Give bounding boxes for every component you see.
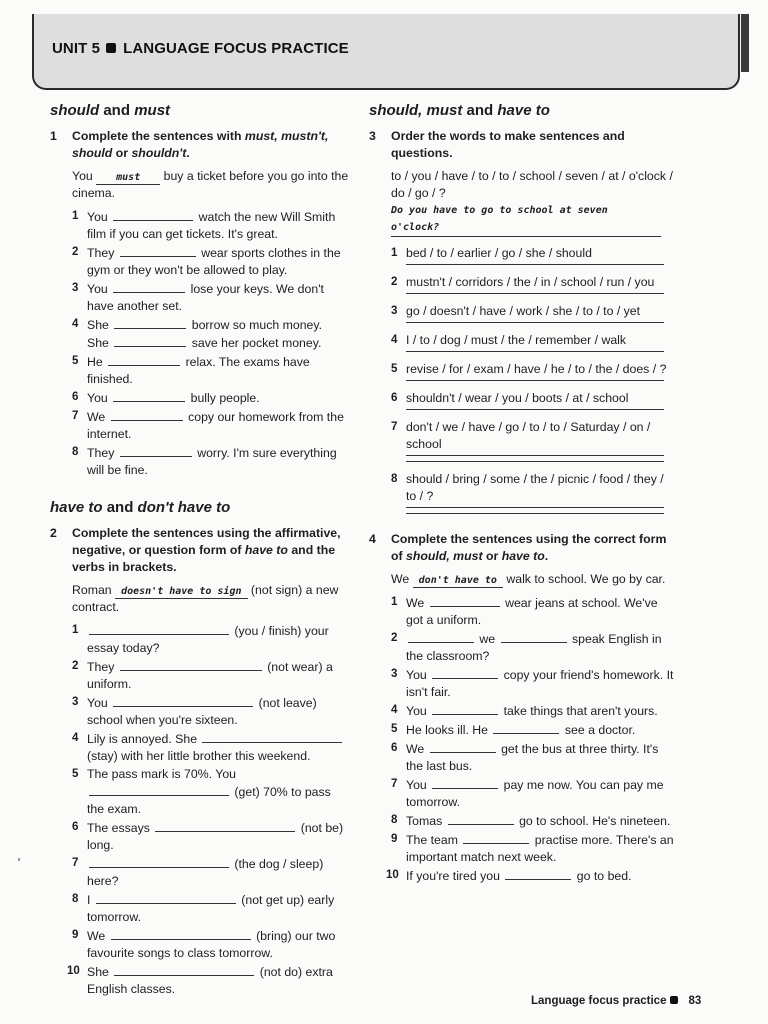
answer-blank[interactable] (432, 702, 498, 715)
list-item (50, 280, 350, 315)
item-text: worry. I'm sure everything will be fine. (87, 446, 337, 477)
item-number: 6 (72, 821, 79, 833)
left-column (50, 100, 350, 999)
item-number: 8 (72, 893, 79, 905)
item-text: (not be) long. (87, 821, 344, 852)
item-text: mustn't / corridors / the / in / school / run / you (406, 275, 655, 289)
item-text: shouldn't / wear / you / boots / at / school (406, 391, 629, 405)
list-item (369, 740, 674, 775)
item-text: (not wear) a uniform. (87, 660, 333, 691)
answer-blank[interactable] (113, 389, 185, 402)
item-text: (not get up) early tomorrow. (87, 893, 335, 924)
list-item (369, 303, 674, 320)
list-item (50, 855, 350, 890)
item-text: copy your friend's homework. It isn't fair. (406, 668, 674, 699)
item-number: 1 (391, 247, 398, 259)
instruction-text: . (186, 146, 190, 160)
list-item (50, 244, 350, 279)
answer-line[interactable] (406, 351, 664, 352)
example-text: (not sign) a new contract. (72, 583, 339, 614)
answer-blank[interactable] (493, 721, 559, 734)
item-number: 6 (391, 742, 398, 754)
example-answer: doesn't have to sign (115, 586, 247, 599)
answer-blank[interactable] (89, 622, 229, 635)
scan-speck (18, 858, 20, 861)
item-number: 2 (391, 276, 398, 288)
item-number: 6 (72, 391, 79, 403)
item-number: 5 (72, 768, 79, 780)
list-item (50, 316, 350, 352)
item-text: Lily is annoyed. She (87, 732, 198, 746)
exercise-number: 2 (50, 526, 57, 540)
answer-blank[interactable] (430, 594, 500, 607)
exercise-4-instructions (369, 531, 674, 565)
list-item (369, 630, 674, 665)
item-text: go to school. He's nineteen. (519, 814, 671, 828)
answer-blank[interactable] (108, 353, 180, 366)
instruction-text: must, mustn't, (244, 129, 329, 143)
exercise-2-example (50, 582, 350, 616)
item-text: bed / to / earlier / go / she / should (406, 246, 592, 260)
answer-blank[interactable] (120, 244, 196, 257)
item-text: (stay) with her little brother this weekend. (87, 749, 311, 763)
exercise-number: 3 (369, 129, 376, 143)
item-text: get the bus at three thirty. It's the last bus. (406, 742, 659, 773)
item-text: We (87, 410, 106, 424)
section-heading-have-to (50, 497, 350, 519)
list-item (369, 776, 674, 811)
answer-line[interactable] (406, 513, 664, 514)
unit-header-band (32, 14, 740, 90)
list-item (369, 831, 674, 866)
exercise-3-example (369, 168, 674, 237)
list-item (369, 274, 674, 291)
page-footer (531, 993, 701, 1010)
item-text: She (87, 318, 109, 332)
list-item (369, 471, 674, 505)
answer-line[interactable] (406, 293, 664, 294)
item-text: go to bed. (576, 869, 632, 883)
heading-part: have to (497, 102, 550, 119)
example-text: walk to school. We go by car. (506, 572, 666, 586)
exercise-4-items (369, 594, 674, 885)
list-item (50, 658, 350, 693)
item-text: I / to / dog / must / the / remember / walk (406, 333, 627, 347)
list-item (50, 694, 350, 729)
item-text: I (87, 893, 91, 907)
item-number: 3 (391, 305, 398, 317)
item-number: 8 (391, 473, 398, 485)
exercise-1-example (50, 168, 350, 202)
item-text: should / bring / some / the / picnic / food / they / to / ? (406, 472, 664, 503)
item-text: bully people. (190, 391, 260, 405)
item-number: 7 (72, 857, 79, 869)
heading-part: must (134, 102, 171, 119)
item-number: 7 (391, 421, 398, 433)
bullet-square-icon (670, 996, 678, 1004)
answer-blank[interactable] (463, 831, 529, 844)
answer-blank[interactable] (505, 867, 571, 880)
answer-blank[interactable] (111, 927, 251, 940)
item-number: 4 (391, 334, 398, 346)
item-number: 5 (391, 723, 398, 735)
heading-part: and (466, 102, 494, 119)
item-text: (get) 70% to pass the exam. (87, 785, 331, 816)
item-text: (not do) extra English classes. (87, 965, 333, 996)
list-item (50, 963, 350, 998)
list-item (369, 361, 674, 378)
item-text: You (87, 282, 108, 296)
answer-blank[interactable] (408, 630, 474, 643)
item-text: We (87, 929, 106, 943)
list-item (369, 666, 674, 701)
right-column (369, 100, 674, 886)
item-number: 1 (391, 596, 398, 608)
answer-blank[interactable] (89, 855, 229, 868)
item-text: We (406, 742, 425, 756)
instruction-text: should, must (406, 549, 483, 563)
list-item (50, 819, 350, 854)
heading-part: should, must (369, 102, 463, 119)
answer-blank[interactable] (120, 444, 192, 457)
instruction-text: have to (501, 549, 545, 563)
answer-blank[interactable] (155, 819, 295, 832)
item-text: save her pocket money. (191, 336, 322, 350)
item-text: revise / for / exam / have / he / to / the / does / ? (406, 362, 667, 376)
answer-blank[interactable] (89, 783, 229, 796)
answer-blank[interactable] (111, 408, 183, 421)
heading-part: and (103, 102, 131, 119)
answer-blank[interactable] (501, 630, 567, 643)
list-item (50, 622, 350, 657)
item-text: You (87, 696, 108, 710)
answer-line[interactable] (406, 461, 664, 462)
item-number: 5 (72, 355, 79, 367)
item-text: (bring) our two favourite songs to class tomorrow. (87, 929, 336, 960)
item-number: 3 (72, 282, 79, 294)
example-answer: must (96, 172, 160, 185)
unit-title (52, 40, 349, 57)
item-text: wear sports clothes in the gym or they won't be allowed to play. (87, 246, 341, 277)
item-number: 3 (391, 668, 398, 680)
item-number: 7 (391, 778, 398, 790)
exercise-number: 1 (50, 129, 57, 143)
answer-blank[interactable] (113, 280, 185, 293)
heading-part: and (106, 499, 134, 516)
list-item (50, 766, 350, 818)
instruction-text: Complete the sentences using the correct form of (391, 532, 667, 563)
answer-blank[interactable] (432, 776, 498, 789)
exercise-1-items (50, 208, 350, 479)
bullet-square-icon (106, 43, 116, 53)
item-text: pay me now. You can pay me tomorrow. (406, 778, 664, 809)
item-text: You (87, 210, 108, 224)
instruction-text: have to (244, 543, 288, 557)
list-item (50, 444, 350, 479)
item-text: If you're tired you (406, 869, 500, 883)
list-item (369, 594, 674, 629)
answer-blank[interactable] (432, 666, 498, 679)
item-text: lose your keys. We don't have another set. (87, 282, 324, 313)
item-text: relax. The exams have finished. (87, 355, 310, 386)
item-text: copy our homework from the internet. (87, 410, 344, 441)
item-text: You (406, 778, 427, 792)
list-item (369, 245, 674, 262)
item-text: (you / finish) your essay today? (87, 624, 329, 655)
answer-blank[interactable] (202, 730, 342, 743)
instruction-text: Complete the sentences with (72, 129, 242, 143)
item-number: 6 (391, 392, 398, 404)
item-text: take things that aren't yours. (503, 704, 658, 718)
exercise-1-instructions (50, 128, 350, 162)
item-number: 8 (72, 446, 79, 458)
item-text: She (87, 965, 109, 979)
page-number: 83 (688, 995, 702, 1007)
item-text: We (406, 596, 425, 610)
item-text: You (87, 391, 108, 405)
answer-blank[interactable] (430, 740, 496, 753)
answer-blank[interactable] (113, 208, 193, 221)
instruction-text: Complete the sentences using the affirmative, negative, or question form of (72, 526, 341, 557)
item-text: we (479, 632, 496, 646)
list-item (369, 812, 674, 830)
exercise-3-instructions (369, 128, 674, 162)
list-item (369, 702, 674, 720)
answer-blank[interactable] (120, 658, 262, 671)
instruction-text: or (115, 146, 129, 160)
exercise-4-example (369, 571, 674, 588)
item-number: 7 (72, 410, 79, 422)
item-text: wear jeans at school. We've got a uniform. (406, 596, 658, 627)
instruction-text: or (485, 549, 499, 563)
answer-line[interactable] (406, 455, 664, 456)
item-text: The pass mark is 70%. You (87, 767, 237, 781)
item-text: The team (406, 833, 458, 847)
example-answer: Do you have to go to school at seven o'clock? (391, 202, 661, 237)
item-text: He looks ill. He (406, 723, 489, 737)
answer-blank[interactable] (448, 812, 514, 825)
list-item (50, 408, 350, 443)
item-text: practise more. There's an important match next week. (406, 833, 674, 864)
item-number: 9 (72, 929, 79, 941)
example-text: Roman (72, 583, 112, 597)
exercise-number: 4 (369, 532, 376, 546)
item-number: 1 (72, 210, 79, 222)
heading-part: don't have to (137, 499, 231, 516)
answer-blank[interactable] (96, 891, 236, 904)
item-number: 4 (72, 318, 79, 330)
item-number: 8 (391, 814, 398, 826)
answer-line[interactable] (406, 409, 664, 410)
item-text: They (87, 660, 115, 674)
item-number: 2 (391, 632, 398, 644)
answer-blank[interactable] (114, 334, 186, 347)
answer-blank[interactable] (114, 316, 186, 329)
item-text: don't / we / have / go / to / to / Saturday / on / school (406, 420, 651, 451)
item-number: 4 (391, 704, 398, 716)
list-item (50, 891, 350, 926)
example-answer: don't have to (413, 575, 503, 588)
list-item (50, 927, 350, 962)
example-text: You (72, 169, 93, 183)
item-text: They (87, 246, 115, 260)
item-text: speak English in the classroom? (406, 632, 662, 663)
item-text: borrow so much money. (191, 318, 323, 332)
item-text: see a doctor. (564, 723, 636, 737)
item-text: He (87, 355, 103, 369)
item-text: They (87, 446, 115, 460)
exercise-3-items (369, 245, 674, 514)
instruction-text: and the verbs in brackets. (72, 543, 336, 574)
answer-line[interactable] (406, 322, 664, 323)
section-heading-should-must (50, 100, 350, 122)
binding-edge-mark (741, 14, 749, 72)
item-text: You (406, 668, 427, 682)
list-item (369, 867, 674, 885)
item-number: 10 (67, 965, 80, 977)
unit-number: UNIT 5 (52, 40, 101, 57)
heading-part: should (50, 102, 100, 119)
list-item (369, 332, 674, 349)
item-number: 4 (72, 732, 79, 744)
list-item (369, 390, 674, 407)
instruction-text: shouldn't (131, 146, 187, 160)
item-number: 3 (72, 696, 79, 708)
example-text: buy a ticket before you go into the cinema. (72, 169, 349, 200)
item-number: 2 (72, 246, 79, 258)
exercise-2-instructions (50, 525, 350, 576)
instruction-text: Order the words to make sentences and questions. (391, 129, 625, 160)
exercise-2-items (50, 622, 350, 998)
item-text: (the dog / sleep) here? (87, 857, 324, 888)
item-text: Tomas (406, 814, 443, 828)
list-item (50, 353, 350, 388)
instruction-text: should (72, 146, 113, 160)
item-number: 2 (72, 660, 79, 672)
list-item (50, 730, 350, 765)
item-text: (not leave) school when you're sixteen. (87, 696, 317, 727)
example-text: We (391, 572, 410, 586)
section-heading-should-must-have-to (369, 100, 674, 122)
unit-heading: LANGUAGE FOCUS PRACTICE (123, 40, 349, 57)
item-number: 1 (72, 624, 79, 636)
heading-part: have to (50, 499, 103, 516)
item-text: The essays (87, 821, 150, 835)
answer-line[interactable] (406, 380, 664, 381)
footer-label: Language focus practice (531, 995, 667, 1007)
answer-blank[interactable] (113, 694, 253, 707)
list-item (369, 721, 674, 739)
item-text: She (87, 336, 109, 350)
item-number: 5 (391, 363, 398, 375)
list-item (369, 419, 674, 453)
example-text: to / you / have / to / to / school / seven / at / o'clock / do / go / ? (391, 169, 673, 200)
item-text: You (406, 704, 427, 718)
list-item (50, 208, 350, 243)
answer-line[interactable] (406, 264, 664, 265)
answer-line[interactable] (406, 507, 664, 508)
item-text: watch the new Will Smith film if you can get tickets. It's great. (87, 210, 336, 241)
answer-blank[interactable] (114, 963, 254, 976)
instruction-text: . (544, 549, 549, 563)
item-number: 9 (391, 833, 398, 845)
item-number: 10 (386, 869, 399, 881)
list-item (50, 389, 350, 407)
item-text: go / doesn't / have / work / she / to / to / yet (406, 304, 641, 318)
